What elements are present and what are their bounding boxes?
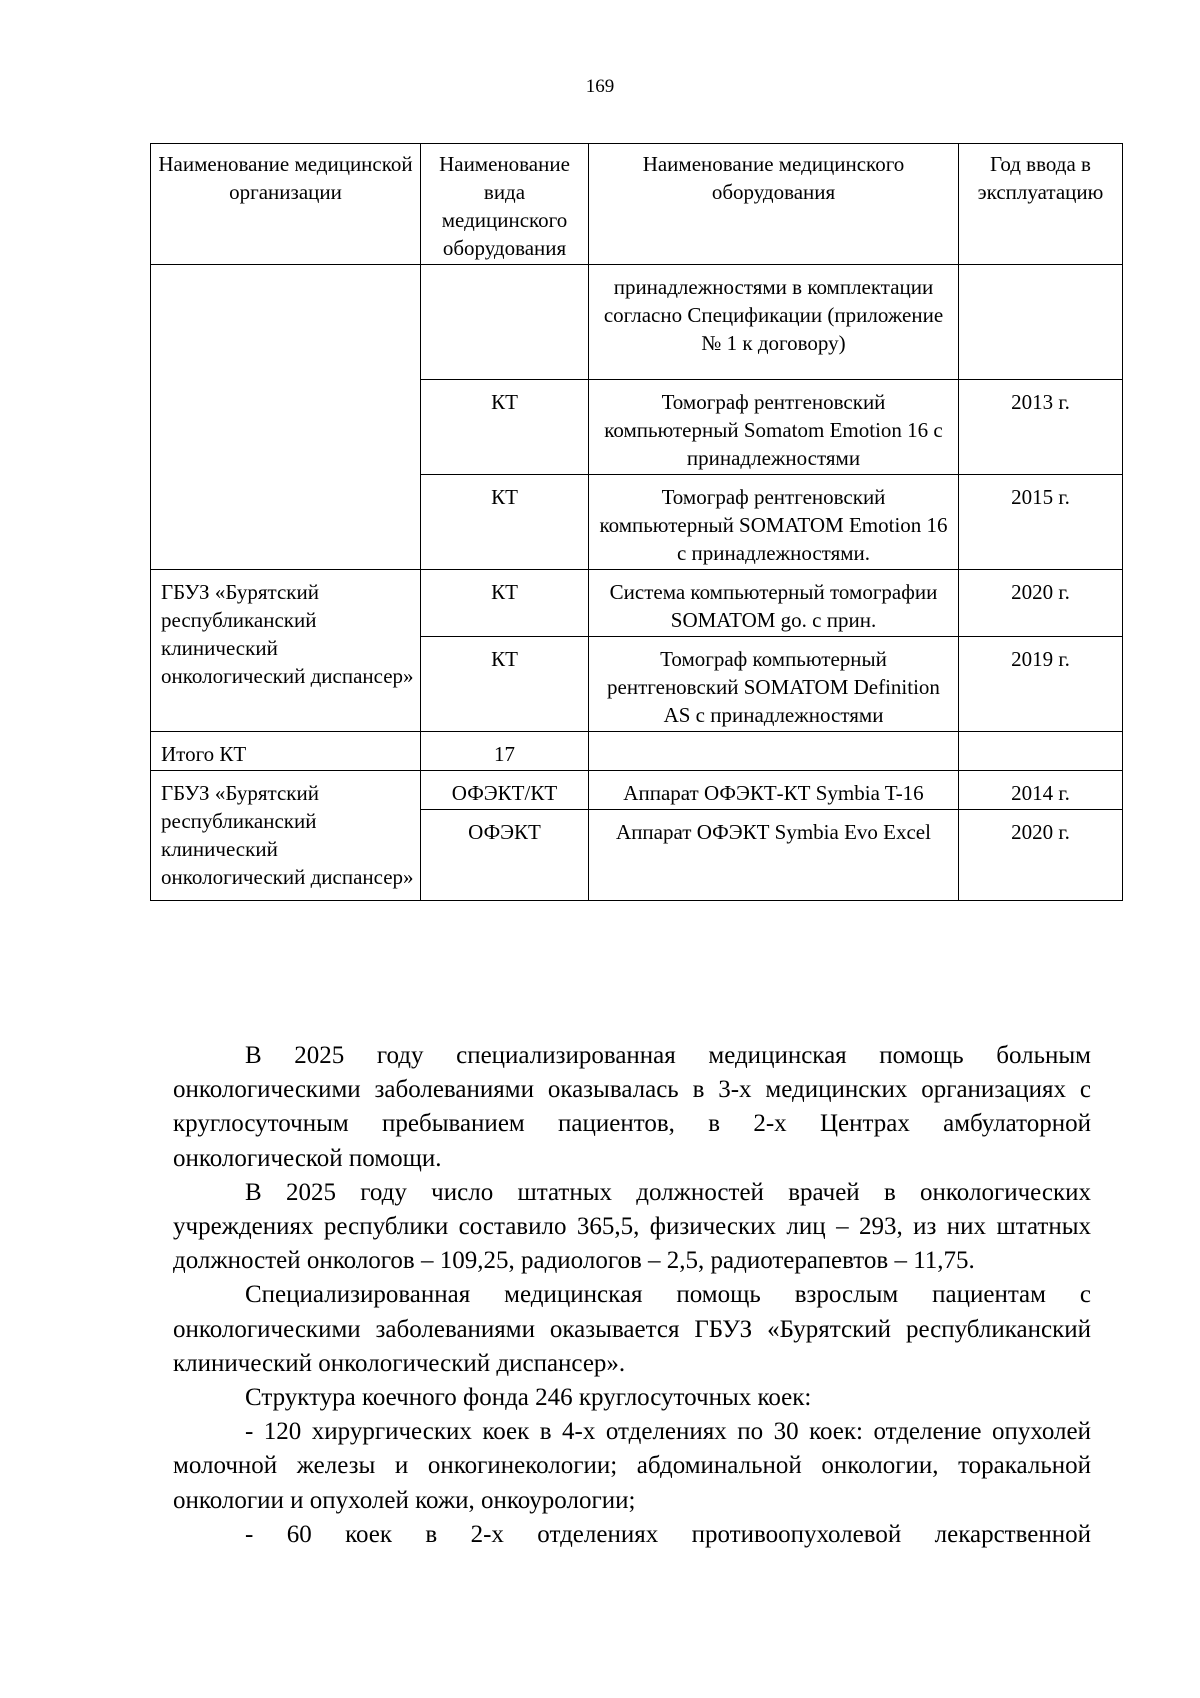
cell-commission-year: 2020 г.	[959, 570, 1123, 637]
paragraph: В 2025 году специализированная медицинская помощь больным онкологическими заболеваниями оказывалась в 3-х медицинских организациях с круглосуточным пребыванием пациентов, в 2-х Центрах амбулаторной онкологической помощи.	[173, 1042, 1091, 1172]
table-row	[151, 771, 1123, 810]
paragraph: - 120 хирургических коек в 4-х отделениях по 30 коек: отделение опухолей молочной железы и онкогинекологии; абдоминальной онкологии, торакальной онкологии и опухолей кожи, онкоурологии;	[173, 1418, 1091, 1514]
cell-equipment-name: Система компьютерный томографии SOMATOM go. с прин.	[589, 570, 959, 637]
table-row	[151, 570, 1123, 637]
body-text	[173, 1039, 1091, 1552]
cell-commission-year	[959, 732, 1123, 771]
header-equipment-name: Наименование медицинского оборудования	[589, 144, 959, 265]
cell-commission-year: 2014 г.	[959, 771, 1123, 810]
cell-equipment-type: КТ	[421, 475, 589, 570]
cell-equipment-name	[589, 732, 959, 771]
cell-equipment-type: КТ	[421, 570, 589, 637]
cell-equipment-type: ОФЭКТ/КТ	[421, 771, 589, 810]
cell-commission-year: 2013 г.	[959, 380, 1123, 475]
cell-equipment-name: Томограф рентгеновский компьютерный SOMATOM Emotion 16 с принадлежностями.	[589, 475, 959, 570]
cell-total-count: 17	[421, 732, 589, 771]
cell-total-label: Итого КТ	[151, 732, 421, 771]
header-equipment-type: Наименование вида медицинского оборудования	[421, 144, 589, 265]
cell-equipment-type	[421, 265, 589, 380]
paragraph: - 60 коек в 2-х отделениях противоопухолевой лекарственной	[245, 1520, 1091, 1548]
cell-commission-year: 2020 г.	[959, 810, 1123, 901]
header-commission-year: Год ввода в эксплуатацию	[959, 144, 1123, 265]
header-organization: Наименование медицинской организации	[151, 144, 421, 265]
cell-equipment-name: Томограф рентгеновский компьютерный Somatom Emotion 16 с принадлежностями	[589, 380, 959, 475]
cell-equipment-name: Томограф компьютерный рентгеновский SOMATOM Definition AS с принадлежностями	[589, 637, 959, 732]
cell-equipment-name: Аппарат ОФЭКТ-КТ Symbia T-16	[589, 771, 959, 810]
paragraph: Специализированная медицинская помощь взрослым пациентам с онкологическими заболеваниями оказывается ГБУЗ «Бурятский республиканский клинический онкологический диспансер».	[173, 1281, 1091, 1377]
page-number: 169	[585, 76, 615, 97]
cell-equipment-type: ОФЭКТ	[421, 810, 589, 901]
cell-organization: ГБУЗ «Бурятский республиканский клинический онкологический диспансер»	[151, 570, 421, 732]
cell-equipment-name: принадлежностями в комплектации согласно Спецификации (приложение № 1 к договору)	[589, 265, 959, 380]
cell-organization: ГБУЗ «Бурятский республиканский клинический онкологический диспансер»	[151, 771, 421, 901]
cell-commission-year: 2015 г.	[959, 475, 1123, 570]
table-row-total	[151, 732, 1123, 771]
cell-equipment-type: КТ	[421, 637, 589, 732]
cell-commission-year: 2019 г.	[959, 637, 1123, 732]
table-header-row	[151, 144, 1123, 265]
table-row	[151, 265, 1123, 380]
equipment-table	[150, 143, 1123, 901]
cell-equipment-name: Аппарат ОФЭКТ Symbia Evo Excel	[589, 810, 959, 901]
paragraph: В 2025 году число штатных должностей врачей в онкологических учреждениях республики составило 365,5, физических лиц – 293, из них штатных должностей онкологов – 109,25, радиологов – 2,5, радиотерапевтов – 11,75.	[173, 1178, 1091, 1275]
paragraph: Структура коечного фонда 246 круглосуточных коек:	[245, 1384, 812, 1412]
cell-equipment-type: КТ	[421, 380, 589, 475]
cell-organization	[151, 265, 421, 570]
cell-commission-year	[959, 265, 1123, 380]
